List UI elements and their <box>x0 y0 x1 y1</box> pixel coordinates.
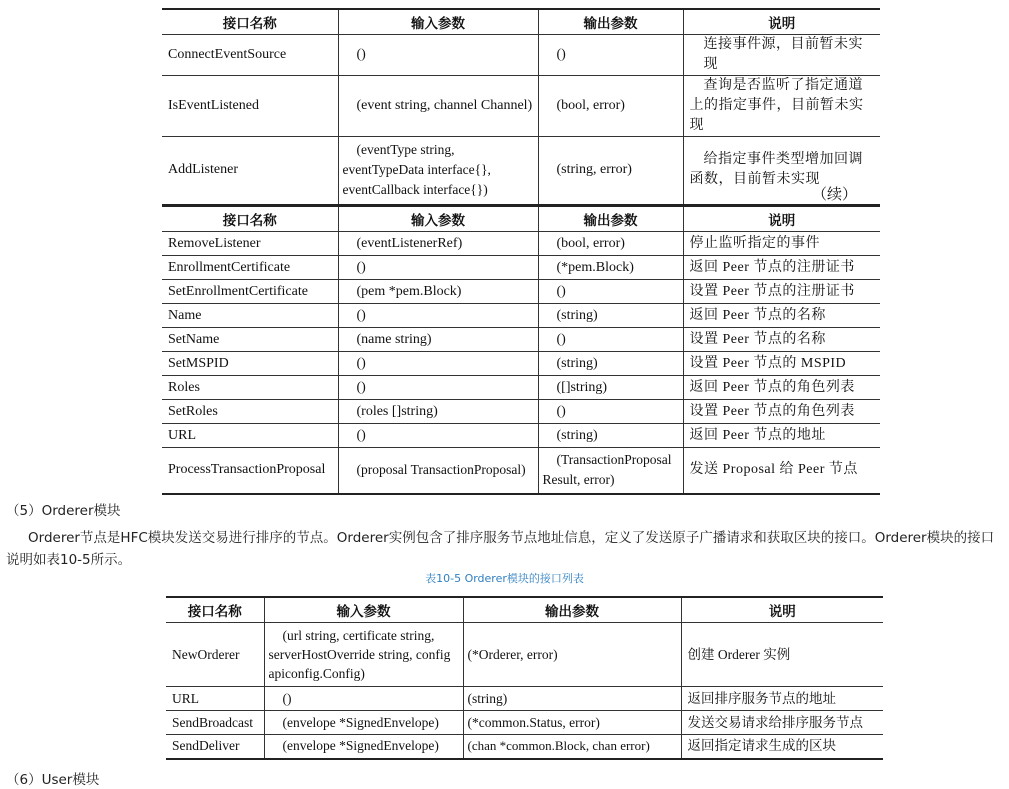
cell-input: () <box>338 304 538 328</box>
cell-name: AddListener <box>168 162 238 178</box>
table-row <box>162 76 880 137</box>
cell-output: (*common.Status, error) <box>463 711 681 735</box>
cell-output: (string) <box>463 687 681 711</box>
cell-desc: 停止监听指定的事件 <box>683 232 880 256</box>
orderer-interface-table <box>166 596 883 760</box>
cell-name: URL <box>166 687 264 711</box>
table-row <box>162 35 880 76</box>
section-heading-user: （6）User模块 <box>6 772 100 788</box>
cell-desc: 创建 Orderer 实例 <box>681 623 883 687</box>
cell-input: (name string) <box>338 328 538 352</box>
cell-name: NewOrderer <box>166 623 264 687</box>
continued-label: （续） <box>812 185 858 203</box>
cell-desc: 查询是否监听了指定通道上的指定事件，目前暂未实现 <box>683 76 880 137</box>
cell-name: SendDeliver <box>172 738 240 754</box>
cell-output: (string, error) <box>538 137 683 205</box>
cell-desc: 给指定事件类型增加回调函数，目前暂未实现 <box>683 137 880 205</box>
interface-table-part2 <box>162 205 880 495</box>
cell-input: (url string, certificate string, serverHostOverride string, config apiconfig.Config) <box>264 623 463 687</box>
cell-output: () <box>538 280 683 304</box>
table-row <box>166 735 883 759</box>
table-row <box>162 304 880 328</box>
table-row <box>162 424 880 448</box>
cell-input: () <box>264 687 463 711</box>
cell-desc: 返回 Peer 节点的注册证书 <box>683 256 880 280</box>
cell-name: IsEventListened <box>162 76 338 137</box>
cell-output: (bool, error) <box>538 232 683 256</box>
cell-name: ProcessTransactionProposal <box>168 462 326 478</box>
cell-output: (*pem.Block) <box>538 256 683 280</box>
table-row <box>162 400 880 424</box>
cell-name: Name <box>162 304 338 328</box>
cell-output: (bool, error) <box>538 76 683 137</box>
cell-output: () <box>538 400 683 424</box>
header-desc: 说明 <box>681 597 883 623</box>
table-row <box>162 280 880 304</box>
section-paragraph-orderer: Orderer节点是HFC模块发送交易进行排序的节点。Orderer实例包含了排序服务节点地址信息，定义了发送原子广播请求和获取区块的接口。Orderer模块的接口说明如表10-5所示。 <box>6 530 995 568</box>
cell-input: (envelope *SignedEnvelope) <box>264 735 463 759</box>
cell-desc: 发送交易请求给排序服务节点 <box>681 711 883 735</box>
cell-output: (string) <box>538 424 683 448</box>
table-header-row <box>162 206 880 232</box>
table-row <box>162 328 880 352</box>
table-row <box>166 623 883 687</box>
header-desc: 说明 <box>683 206 880 232</box>
cell-desc: 返回排序服务节点的地址 <box>681 687 883 711</box>
table-row <box>166 711 883 735</box>
cell-desc: 返回 Peer 节点的名称 <box>683 304 880 328</box>
cell-input: (proposal TransactionProposal) <box>338 448 538 494</box>
cell-input: (roles []string) <box>338 400 538 424</box>
header-input: 输入参数 <box>264 597 463 623</box>
table-row <box>162 376 880 400</box>
section-heading-orderer: （5）Orderer模块 <box>6 503 121 519</box>
header-output: 输出参数 <box>538 9 683 35</box>
header-input: 输入参数 <box>338 9 538 35</box>
cell-desc: 返回 Peer 节点的角色列表 <box>683 376 880 400</box>
cell-input: (event string, channel Channel) <box>338 76 538 137</box>
header-name: 接口名称 <box>162 9 338 35</box>
cell-input: () <box>338 256 538 280</box>
cell-output: (TransactionProposal Result, error) <box>538 448 683 494</box>
cell-output: (string) <box>538 352 683 376</box>
cell-output: (chan *common.Block, chan error) <box>463 735 681 759</box>
table-header-row <box>166 597 883 623</box>
cell-name: ConnectEventSource <box>162 35 338 76</box>
header-name: 接口名称 <box>166 597 264 623</box>
cell-output: ([]string) <box>538 376 683 400</box>
cell-desc: 连接事件源，目前暂未实现 <box>683 35 880 76</box>
cell-desc: 设置 Peer 节点的 MSPID <box>683 352 880 376</box>
cell-input: () <box>338 352 538 376</box>
table-row <box>162 137 880 205</box>
cell-desc: 设置 Peer 节点的角色列表 <box>683 400 880 424</box>
cell-name: SendBroadcast <box>166 711 264 735</box>
cell-input: () <box>338 376 538 400</box>
cell-desc: 返回 Peer 节点的地址 <box>683 424 880 448</box>
cell-output: (string) <box>538 304 683 328</box>
cell-input: (pem *pem.Block) <box>338 280 538 304</box>
cell-output: () <box>538 35 683 76</box>
cell-output: () <box>538 328 683 352</box>
cell-name: SetName <box>162 328 338 352</box>
cell-name: SetEnrollmentCertificate <box>162 280 338 304</box>
header-name: 接口名称 <box>162 206 338 232</box>
table-row <box>162 448 880 494</box>
cell-name: SetMSPID <box>162 352 338 376</box>
interface-table-part1 <box>162 8 880 206</box>
table-row <box>166 687 883 711</box>
header-input: 输入参数 <box>338 206 538 232</box>
cell-desc: 返回指定请求生成的区块 <box>681 735 883 759</box>
table-caption: 表10-5 Orderer模块的接口列表 <box>425 572 584 585</box>
cell-desc: 发送 Proposal 给 Peer 节点 <box>683 448 880 494</box>
cell-name: RemoveListener <box>162 232 338 256</box>
header-desc: 说明 <box>683 9 880 35</box>
cell-input: () <box>338 35 538 76</box>
cell-input: (eventListenerRef) <box>338 232 538 256</box>
cell-desc: 设置 Peer 节点的名称 <box>683 328 880 352</box>
cell-name: Roles <box>162 376 338 400</box>
table-header-row <box>162 9 880 35</box>
cell-input: () <box>338 424 538 448</box>
cell-input: (eventType string, eventTypeData interface{}, eventCallback interface{}) <box>338 137 538 205</box>
table-row <box>162 232 880 256</box>
cell-name: URL <box>162 424 338 448</box>
cell-input: (envelope *SignedEnvelope) <box>264 711 463 735</box>
header-output: 输出参数 <box>463 597 681 623</box>
table-row <box>162 256 880 280</box>
cell-name: SetRoles <box>162 400 338 424</box>
cell-desc: 设置 Peer 节点的注册证书 <box>683 280 880 304</box>
header-output: 输出参数 <box>538 206 683 232</box>
cell-name: EnrollmentCertificate <box>162 256 338 280</box>
table-row <box>162 352 880 376</box>
cell-output: (*Orderer, error) <box>463 623 681 687</box>
